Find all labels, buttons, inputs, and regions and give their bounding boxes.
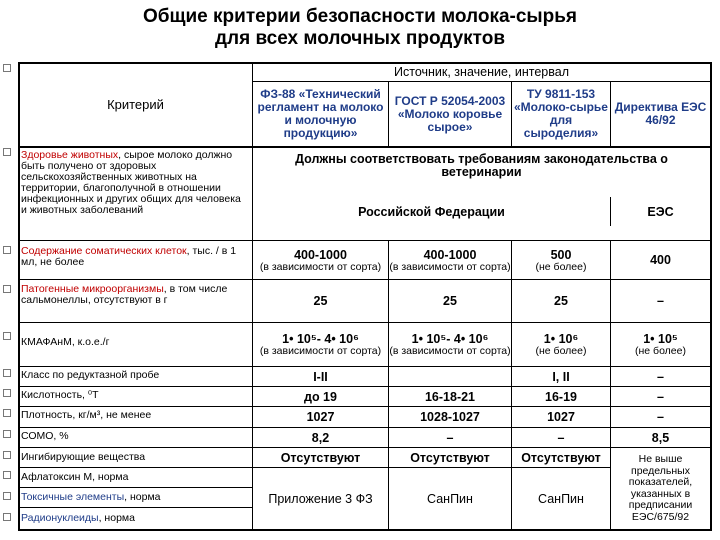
bullet-square-icon xyxy=(3,471,11,479)
bullet-square-icon xyxy=(3,451,11,459)
somo-gost: – xyxy=(446,430,454,445)
col-header-gost: ГОСТ Р 52054-2003 «Молоко коровье сырое» xyxy=(394,93,506,134)
col-header-fz88: ФЗ-88 «Технический регламент на молоко и молочную продукцию» xyxy=(257,87,384,140)
pathogens-fz88: 25 xyxy=(313,294,328,308)
somo-eec: 8,5 xyxy=(651,430,670,445)
criterion-density: Плотность, кг/м³, не менее xyxy=(21,409,152,421)
criterion-reductase: Класс по редуктазной пробе xyxy=(21,369,160,381)
page-title xyxy=(0,6,720,50)
bullet-square-icon xyxy=(3,148,11,156)
eec-limit-note: Не выше предельных показателей, указанных в предписании ЕЭС/675/92 xyxy=(628,453,693,523)
bullet-square-icon xyxy=(3,246,11,254)
criterion-header: Критерий xyxy=(107,97,164,112)
bullet-square-icon xyxy=(3,430,11,438)
somo-tu: – xyxy=(557,430,565,445)
density-fz88: 1027 xyxy=(306,410,335,424)
density-tu: 1027 xyxy=(547,410,575,424)
bullet-square-icon xyxy=(3,409,11,417)
criterion-radionuclides: Радионуклеиды, норма xyxy=(21,512,135,524)
pathogens-eec: – xyxy=(657,294,664,308)
bullet-square-icon xyxy=(3,64,11,72)
acidity-eec: – xyxy=(657,389,664,404)
pathogens-gost: 25 xyxy=(443,294,457,308)
criterion-kmafanm: КМАФАнМ, к.о.е./г xyxy=(21,336,110,348)
inhibitors-fz88: Отсутствуют xyxy=(280,450,361,465)
kmafanm-fz88: 1• 10⁵- 4• 10⁶ (в зависимости от сорта) xyxy=(259,332,382,357)
bullet-square-icon xyxy=(3,389,11,397)
density-eec: – xyxy=(657,410,664,424)
bullet-square-icon xyxy=(3,492,11,500)
criterion-acidity: Кислотность, ⁰Т xyxy=(21,389,99,401)
appendix-tu: СанПин xyxy=(538,491,584,506)
kmafanm-tu: 1• 10⁶ (не более) xyxy=(535,332,587,357)
reductase-tu: I, II xyxy=(552,369,570,384)
title-line-2: для всех молочных продуктов xyxy=(214,28,506,49)
kmafanm-gost: 1• 10⁵- 4• 10⁶ (в зависимости от сорта) xyxy=(389,332,511,357)
appendix-gost: СанПин xyxy=(427,491,473,506)
somatic-gost: 400-1000 (в зависимости от сорта) xyxy=(389,247,511,273)
somatic-tu: 500 (не более) xyxy=(535,247,587,273)
criterion-pathogens: Патогенные микроорганизмы, в том числе сальмонеллы, отсутствуют в г xyxy=(21,283,228,306)
source-header: Источник, значение, интервал xyxy=(394,64,569,79)
health-rf: Российской Федерации xyxy=(358,204,505,219)
criterion-aflatoxin: Афлатоксин М, норма xyxy=(21,471,129,483)
acidity-fz88: до 19 xyxy=(304,389,337,404)
bullet-square-icon xyxy=(3,332,11,340)
slide-bullet-column xyxy=(0,0,14,540)
density-gost: 1028-1027 xyxy=(420,410,480,424)
pathogens-tu: 25 xyxy=(554,294,568,308)
bullet-square-icon xyxy=(3,285,11,293)
acidity-tu: 16-19 xyxy=(545,389,577,404)
criterion-somo: СОМО, % xyxy=(21,430,69,442)
somatic-eec: 400 xyxy=(650,253,671,267)
inhibitors-gost: Отсутствуют xyxy=(410,450,490,465)
appendix-fz88: Приложение 3 ФЗ xyxy=(268,491,373,506)
col-header-tu: ТУ 9811-153 «Молоко-сырье для сыроделия» xyxy=(514,87,608,140)
reductase-fz88: I-II xyxy=(313,369,328,384)
reductase-eec: – xyxy=(657,369,664,384)
somatic-fz88: 400-1000 (в зависимости от сорта) xyxy=(259,247,382,273)
bullet-square-icon xyxy=(3,369,11,377)
health-requirement: Должны соответствовать требованиям законодательства о ветеринарии xyxy=(295,152,668,179)
health-eec: ЕЭС xyxy=(647,204,674,219)
col-header-eec: Директива ЕЭС 46/92 xyxy=(614,100,707,127)
inhibitors-tu: Отсутствуют xyxy=(521,450,601,465)
acidity-gost: 16-18-21 xyxy=(424,389,476,404)
criterion-somatic-cells: Содержание соматических клеток, тыс. / в 1 мл, не более xyxy=(21,245,237,268)
bullet-square-icon xyxy=(3,513,11,521)
criterion-toxic-elements: Токсичные элементы, норма xyxy=(21,491,161,503)
title-line-1: Общие критерии безопасности молока-сырья xyxy=(142,6,578,27)
criterion-animal-health: Здоровье животных, сырое молоко должно быть получено от здоровых сельскохозяйственных животных на территории, благополучной в отношении инфекционных и других общих для человека и животных заболеваний xyxy=(21,149,241,216)
kmafanm-eec: 1• 10⁵ (не более) xyxy=(635,332,686,357)
criterion-inhibitors: Ингибирующие вещества xyxy=(21,451,146,463)
somo-fz88: 8,2 xyxy=(311,430,330,445)
